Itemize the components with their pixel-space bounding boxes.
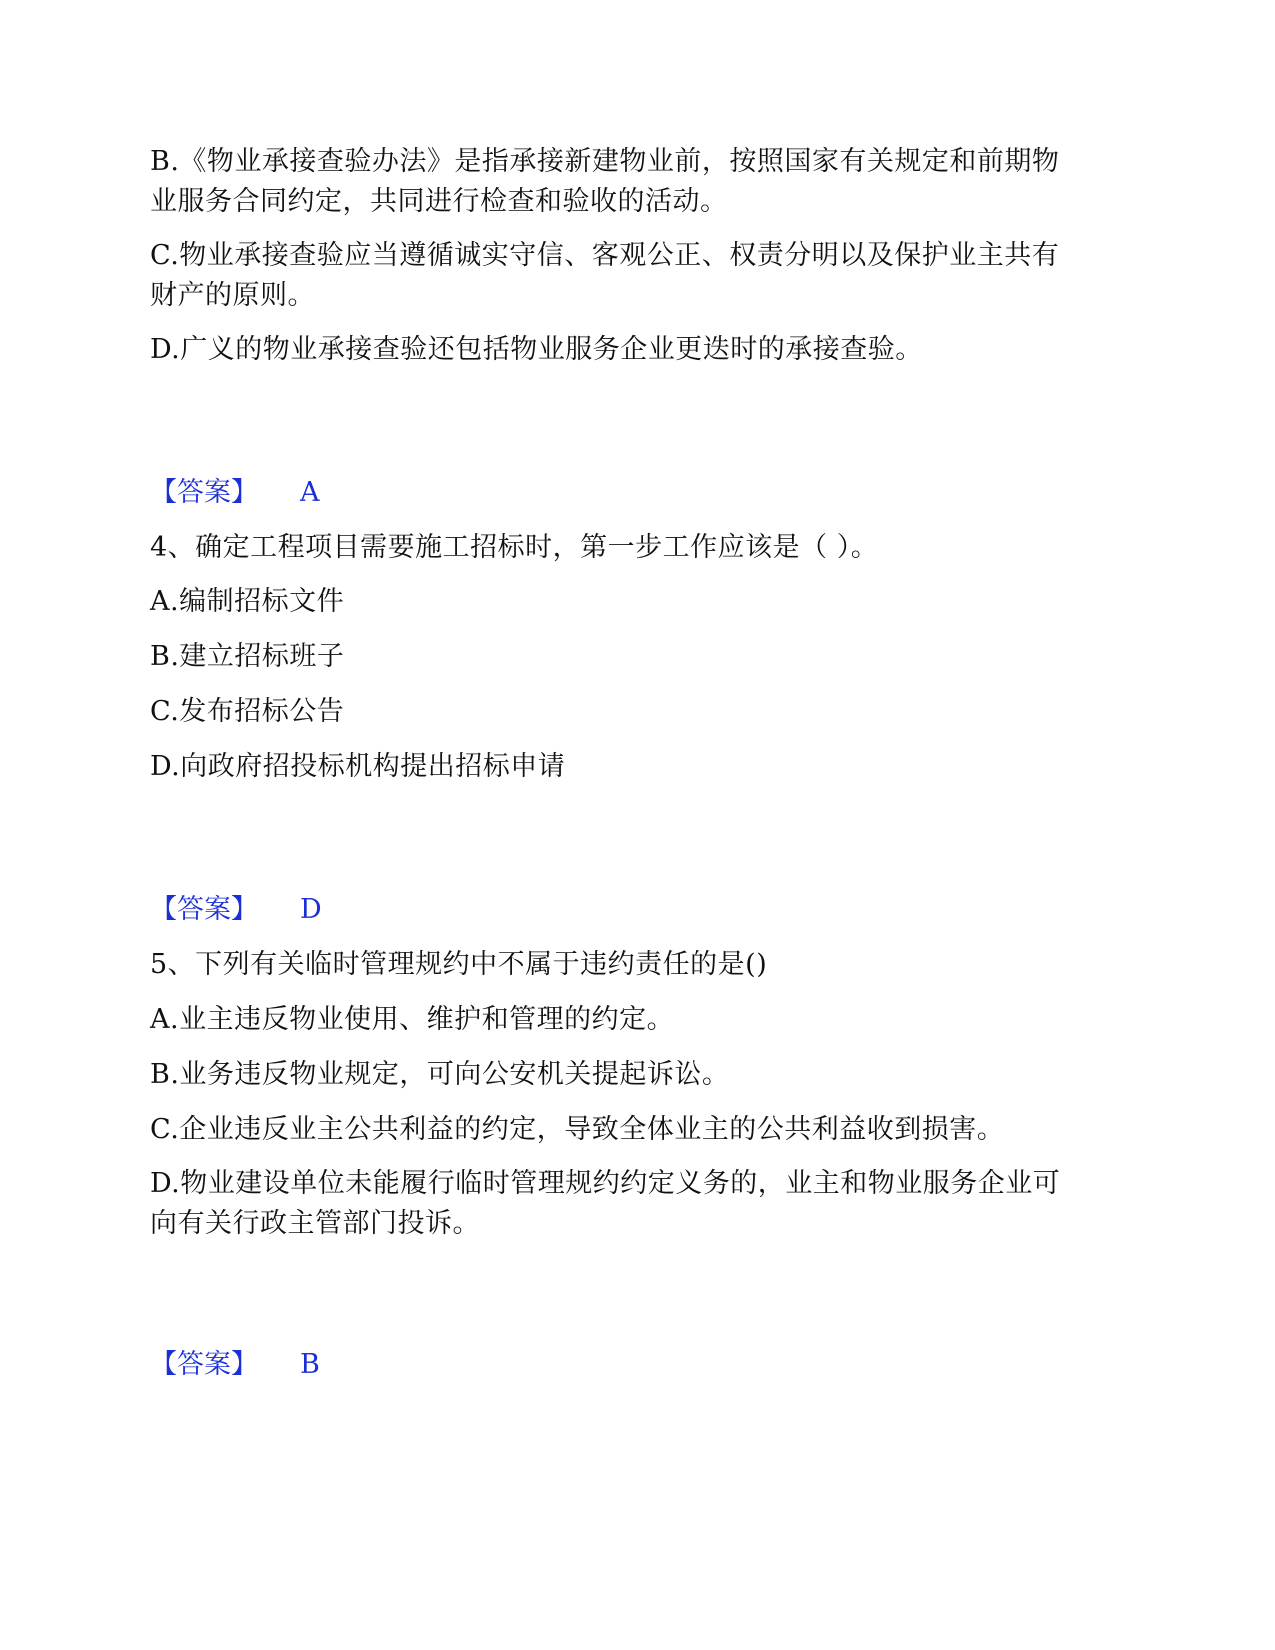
answer-label: 【答案】 [150, 477, 258, 508]
q5-option-a: A.业主违反物业使用、维护和管理的约定。 [150, 1004, 675, 1035]
q5-option-d-line1: D.物业建设单位未能履行临时管理规约约定义务的，业主和物业服务企业可 [150, 1168, 1061, 1199]
answer-label: 【答案】 [150, 894, 258, 925]
q4-option-c: C.发布招标公告 [150, 696, 345, 727]
answer-value: A [300, 477, 320, 508]
answer-q4 [150, 890, 322, 930]
q3-option-b-line2: 业服务合同约定，共同进行检查和验收的活动。 [150, 186, 728, 217]
q4-stem: 4、确定工程项目需要施工招标时，第一步工作应该是（ ）。 [150, 532, 879, 563]
answer-value: B [300, 1349, 320, 1380]
q4-option-a: A.编制招标文件 [150, 586, 345, 617]
q5-option-c: C.企业违反业主公共利益的约定，导致全体业主的公共利益收到损害。 [150, 1114, 1005, 1145]
q3-option-c-line2: 财产的原则。 [150, 280, 315, 311]
q5-option-d-line2: 向有关行政主管部门投诉。 [150, 1208, 480, 1239]
answer-q3 [150, 473, 320, 513]
q3-option-b-line1: B.《物业承接查验办法》是指承接新建物业前，按照国家有关规定和前期物 [150, 146, 1060, 177]
q3-option-c-line1: C.物业承接查验应当遵循诚实守信、客观公正、权责分明以及保护业主共有 [150, 240, 1060, 271]
q3-option-d: D.广义的物业承接查验还包括物业服务企业更迭时的承接查验。 [150, 334, 923, 365]
q5-stem: 5、下列有关临时管理规约中不属于违约责任的是() [150, 949, 768, 980]
answer-value: D [300, 894, 322, 925]
q5-option-b: B.业务违反物业规定，可向公安机关提起诉讼。 [150, 1059, 730, 1090]
q4-option-b: B.建立招标班子 [150, 641, 345, 672]
answer-q5 [150, 1345, 320, 1385]
answer-label: 【答案】 [150, 1349, 258, 1380]
q4-option-d: D.向政府招投标机构提出招标申请 [150, 751, 566, 782]
